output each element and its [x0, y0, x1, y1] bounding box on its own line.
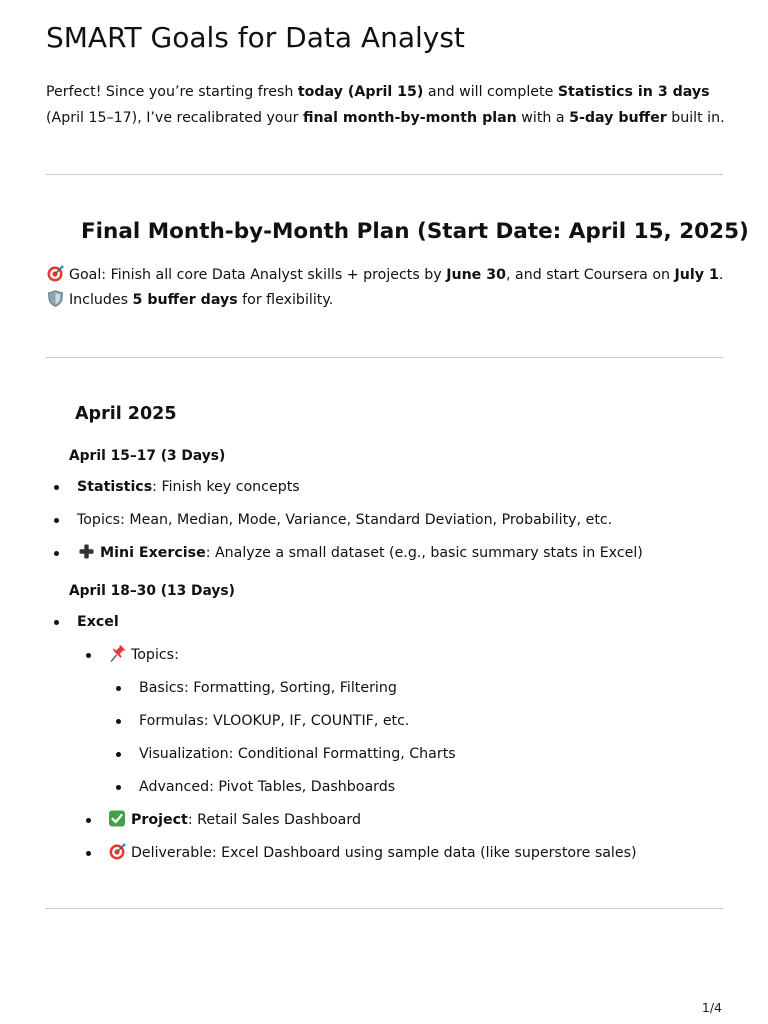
plus-icon: [77, 543, 96, 560]
item-content: [108, 842, 637, 864]
item-text: : Finish key concepts: [152, 479, 300, 495]
check-mark-icon: [108, 810, 127, 827]
topic-item: Visualization: Conditional Formatting, Charts: [139, 746, 456, 762]
intro-text: Perfect! Since you’re starting fresh: [46, 84, 298, 100]
item-text: Deliverable: Excel Dashboard using sample data (like superstore sales): [131, 845, 637, 861]
topic-item: Advanced: Pivot Tables, Dashboards: [139, 779, 396, 795]
plan-goal-block: [46, 263, 723, 312]
intro-statistics-duration: Statistics in 3 days: [557, 84, 710, 100]
buffer-line: [46, 288, 723, 313]
goal-deadline: June 30: [446, 267, 506, 283]
bullet: [86, 653, 91, 658]
item-subject: Statistics: [77, 479, 153, 495]
month-heading-april: April 2025: [75, 404, 177, 424]
item-subject: Project: [131, 812, 188, 828]
divider: [46, 174, 723, 175]
topics-label: Topics:: [131, 647, 179, 663]
item-text: Topics: Mean, Median, Mode, Variance, Standard Deviation, Probability, etc.: [77, 512, 613, 528]
bullet: [86, 851, 91, 856]
bullet: [54, 551, 59, 556]
buffer-text: Includes: [69, 291, 133, 308]
item-content: [77, 476, 300, 498]
intro-buffer: 5-day buffer: [569, 110, 667, 126]
intro-text: (April 15–17), I’ve recalibrated your: [46, 110, 303, 126]
goal-text: .: [718, 267, 724, 283]
item-content: [77, 542, 643, 564]
intro-start-date: today (April 15): [297, 84, 424, 100]
intro-text: and will complete: [423, 84, 558, 100]
document-title: SMART Goals for Data Analyst: [46, 21, 465, 54]
bullet: [116, 686, 121, 691]
shield-icon: [46, 290, 65, 307]
topic-item: Formulas: VLOOKUP, IF, COUNTIF, etc.: [139, 713, 410, 729]
item-text: : Analyze a small dataset (e.g., basic summary stats in Excel): [205, 545, 643, 561]
period-heading: April 18–30 (13 Days): [69, 583, 235, 599]
bullet: [54, 485, 59, 490]
intro-paragraph: [46, 79, 736, 131]
bullet: [116, 752, 121, 757]
bullet: [54, 620, 59, 625]
intro-text: built in.: [666, 110, 725, 126]
bullet: [86, 818, 91, 823]
goal-text: Goal: Finish all core Data Analyst skills + projects by: [69, 267, 447, 283]
topic-item: Basics: Formatting, Sorting, Filtering: [139, 680, 397, 696]
divider: [46, 357, 723, 358]
intro-text: with a: [516, 110, 570, 126]
bullet: [116, 719, 121, 724]
goal-text: , and start Coursera on: [505, 267, 675, 283]
buffer-days: 5 buffer days: [132, 291, 238, 308]
buffer-text: for flexibility.: [237, 291, 334, 308]
goal-line: [46, 263, 723, 288]
intro-plan-name: final month-by-month plan: [302, 110, 517, 126]
item-content: [108, 644, 179, 666]
item-subject: Excel: [77, 614, 119, 630]
target-icon: [108, 843, 127, 860]
pushpin-icon: [108, 645, 127, 662]
period-heading: April 15–17 (3 Days): [69, 448, 226, 464]
divider: [46, 908, 723, 909]
bullet: [116, 785, 121, 790]
plan-heading: Final Month-by-Month Plan (Start Date: April 15, 2025): [81, 219, 749, 244]
goal-coursera-start: July 1: [674, 267, 719, 283]
item-subject: Mini Exercise: [100, 545, 206, 561]
target-icon: [46, 265, 65, 282]
page-number: 1/4: [701, 1000, 722, 1015]
bullet: [54, 518, 59, 523]
item-text: : Retail Sales Dashboard: [187, 812, 361, 828]
item-content: [108, 809, 361, 831]
